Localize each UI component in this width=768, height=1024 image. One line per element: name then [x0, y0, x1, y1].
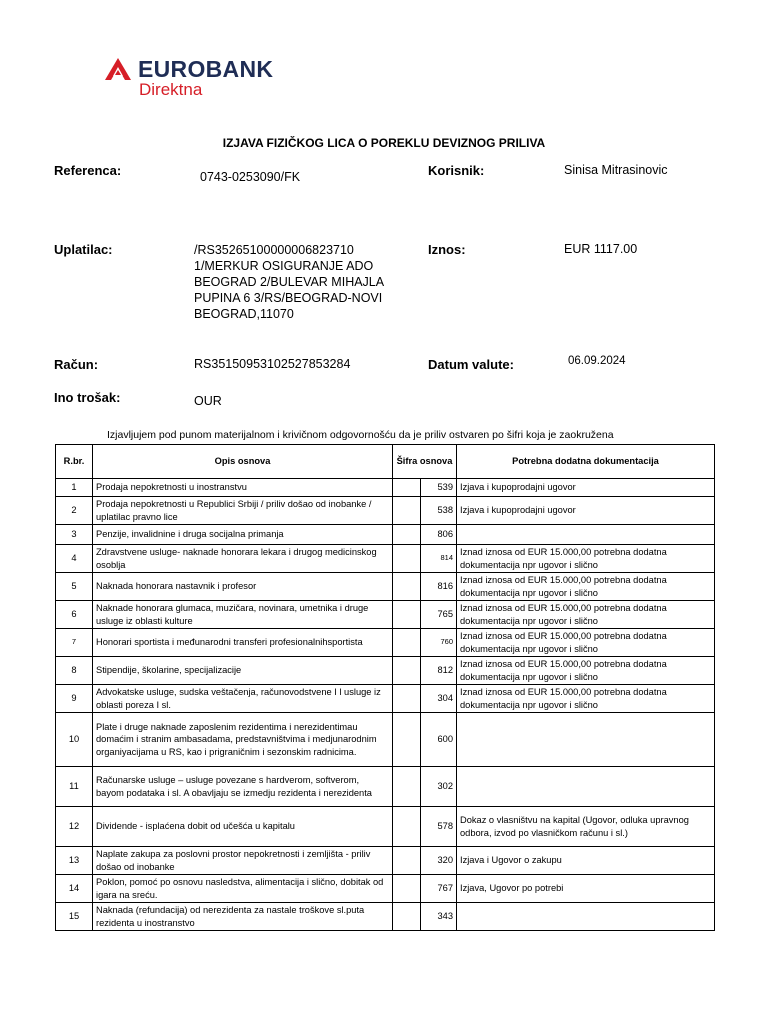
codes-table — [55, 444, 715, 931]
row-mark-cell — [393, 847, 421, 875]
row-description: Naknada honorara nastavnik i profesor — [93, 573, 393, 601]
row-code: 812 — [421, 657, 457, 685]
row-mark-cell — [393, 545, 421, 573]
row-documentation — [457, 767, 715, 807]
table-row — [56, 479, 715, 497]
uplatilac-line: BEOGRAD,11070 — [194, 307, 294, 321]
table-row — [56, 545, 715, 573]
row-documentation: Izjava i kupoprodajni ugovor — [457, 479, 715, 497]
row-code: 343 — [421, 903, 457, 931]
row-description: Honorari sportista i međunarodni transferi profesionalnihsportista — [93, 629, 393, 657]
row-description: Dividende - isplaćena dobit od učešća u kapitalu — [93, 807, 393, 847]
header-opis: Opis osnova — [93, 445, 393, 479]
table-row — [56, 629, 715, 657]
header-dokumentacija: Potrebna dodatna dokumentacija — [457, 445, 715, 479]
uplatilac-line: 1/MERKUR OSIGURANJE ADO — [194, 259, 374, 273]
row-number: 12 — [56, 807, 93, 847]
row-description: Penzije, invalidnine i druga socijalna primanja — [93, 525, 393, 545]
uplatilac-value — [194, 242, 404, 322]
row-documentation: Izjava i kupoprodajni ugovor — [457, 497, 715, 525]
row-documentation — [457, 903, 715, 931]
row-description: Naknada (refundacija) od nerezidenta za nastale troškove sl.puta rezidenta u inostranstvo — [93, 903, 393, 931]
row-description: Računarske usluge – usluge povezane s hardverom, softverom, bayom podataka i sl. A obavljaju se izmedju rezidenta i nerezidenta — [93, 767, 393, 807]
row-mark-cell — [393, 713, 421, 767]
table-row — [56, 875, 715, 903]
declaration-text: Izjavljujem pod punom materijalnom i krivičnom odgovornošću da je priliv ostvaren po šifri koja je zaokružena — [107, 429, 614, 441]
row-number: 13 — [56, 847, 93, 875]
row-code: 538 — [421, 497, 457, 525]
row-code: 578 — [421, 807, 457, 847]
row-mark-cell — [393, 629, 421, 657]
row-number: 7 — [56, 629, 93, 657]
row-number: 8 — [56, 657, 93, 685]
row-code: 765 — [421, 601, 457, 629]
row-description: Stipendije, školarine, specijalizacije — [93, 657, 393, 685]
ino-trosak-value: OUR — [194, 394, 222, 408]
table-header-row — [56, 445, 715, 479]
row-documentation: Iznad iznosa od EUR 15.000,00 potrebna dodatna dokumentacija npr ugovor i slično — [457, 657, 715, 685]
row-description: Zdravstvene usluge- naknade honorara lekara i drugog medicinskog osoblja — [93, 545, 393, 573]
row-number: 9 — [56, 685, 93, 713]
row-description: Plate i druge naknade zaposlenim rezidentima i nerezidentimau domaćim i stranim ambasadama, predstavništvima i medjunarodnim organiyacijama u RS, kao i prigraničnim i sezonskim radnicima. — [93, 713, 393, 767]
iznos-label: Iznos: — [428, 242, 466, 257]
row-number: 4 — [56, 545, 93, 573]
row-mark-cell — [393, 767, 421, 807]
row-description: Advokatske usluge, sudska veštačenja, računovodstvene I l usluge iz oblasti poreza I sl. — [93, 685, 393, 713]
header-rbr: R.br. — [56, 445, 93, 479]
row-mark-cell — [393, 685, 421, 713]
row-documentation: Izjava i Ugovor o zakupu — [457, 847, 715, 875]
row-description: Prodaja nepokretnosti u inostranstvu — [93, 479, 393, 497]
row-number: 6 — [56, 601, 93, 629]
row-documentation: Izjava, Ugovor po potrebi — [457, 875, 715, 903]
row-code: 302 — [421, 767, 457, 807]
datum-valute-value: 06.09.2024 — [568, 355, 626, 367]
row-mark-cell — [393, 573, 421, 601]
row-documentation: Dokaz o vlasništvu na kapital (Ugovor, odluka upravnog odbora, izvod po vlasničkom računu i sl.) — [457, 807, 715, 847]
iznos-value: EUR 1117.00 — [564, 242, 638, 256]
uplatilac-line: PUPINA 6 3/RS/BEOGRAD-NOVI — [194, 291, 383, 305]
row-documentation — [457, 713, 715, 767]
table-row — [56, 685, 715, 713]
korisnik-value: Sinisa Mitrasinovic — [564, 163, 668, 177]
row-number: 14 — [56, 875, 93, 903]
row-documentation: Iznad iznosa od EUR 15.000,00 potrebna dodatna dokumentacija npr ugovor i slično — [457, 629, 715, 657]
row-mark-cell — [393, 525, 421, 545]
table-row — [56, 903, 715, 931]
row-number: 11 — [56, 767, 93, 807]
datum-valute-label: Datum valute: — [428, 357, 514, 372]
row-documentation — [457, 525, 715, 545]
row-documentation: Iznad iznosa od EUR 15.000,00 potrebna dodatna dokumentacija npr ugovor i slično — [457, 573, 715, 601]
table-row — [56, 573, 715, 601]
uplatilac-line: /RS35265100000006823710 — [194, 243, 354, 257]
table-row — [56, 847, 715, 875]
uplatilac-line: BEOGRAD 2/BULEVAR MIHAJLA — [194, 275, 385, 289]
document-title: IZJAVA FIZIČKOG LICA O POREKLU DEVIZNOG PRILIVA — [222, 136, 546, 150]
logo-brand-text: EUROBANK — [138, 56, 274, 82]
referenca-value: 0743-0253090/FK — [200, 170, 301, 184]
row-documentation: Iznad iznosa od EUR 15.000,00 potrebna dodatna dokumentacija npr ugovor i slično — [457, 685, 715, 713]
eurobank-logo-icon — [104, 57, 132, 81]
table-row — [56, 525, 715, 545]
row-mark-cell — [393, 875, 421, 903]
referenca-label: Referenca: — [54, 163, 122, 178]
row-description: Naplate zakupa za poslovni prostor nepokretnosti i zemljišta - priliv došao od inobanke — [93, 847, 393, 875]
row-mark-cell — [393, 657, 421, 685]
row-code: 814 — [421, 545, 457, 573]
row-number: 1 — [56, 479, 93, 497]
row-mark-cell — [393, 903, 421, 931]
header-sifra: Šifra osnova — [393, 445, 457, 479]
row-description: Naknade honorara glumaca, muzičara, novinara, umetnika i druge usluge iz oblasti kulture — [93, 601, 393, 629]
row-number: 3 — [56, 525, 93, 545]
table-row — [56, 767, 715, 807]
table-row — [56, 807, 715, 847]
row-documentation: Iznad iznosa od EUR 15.000,00 potrebna dodatna dokumentacija npr ugovor i slično — [457, 545, 715, 573]
uplatilac-label: Uplatilac: — [54, 242, 113, 257]
row-code: 767 — [421, 875, 457, 903]
row-mark-cell — [393, 807, 421, 847]
row-code: 760 — [421, 629, 457, 657]
row-mark-cell — [393, 479, 421, 497]
table-row — [56, 657, 715, 685]
row-code: 320 — [421, 847, 457, 875]
row-mark-cell — [393, 601, 421, 629]
table-row — [56, 713, 715, 767]
row-code: 304 — [421, 685, 457, 713]
row-documentation: Iznad iznosa od EUR 15.000,00 potrebna dodatna dokumentacija npr ugovor i slično — [457, 601, 715, 629]
logo-sub-text: Direktna — [139, 80, 203, 99]
row-description: Poklon, pomoć po osnovu nasledstva, alimentacija i slično, dobitak od igara na sreću. — [93, 875, 393, 903]
row-number: 2 — [56, 497, 93, 525]
table-row — [56, 601, 715, 629]
table-row — [56, 497, 715, 525]
row-description: Prodaja nepokretnosti u Republici Srbiji / priliv došao od inobanke / uplatilac pravno lice — [93, 497, 393, 525]
row-number: 10 — [56, 713, 93, 767]
row-code: 539 — [421, 479, 457, 497]
racun-label: Račun: — [54, 357, 99, 372]
ino-trosak-label: Ino trošak: — [54, 390, 121, 405]
row-number: 5 — [56, 573, 93, 601]
row-code: 600 — [421, 713, 457, 767]
racun-value: RS35150953102527853284 — [194, 357, 351, 371]
row-mark-cell — [393, 497, 421, 525]
row-number: 15 — [56, 903, 93, 931]
korisnik-label: Korisnik: — [428, 163, 485, 178]
eurobank-logo — [104, 56, 304, 100]
row-code: 816 — [421, 573, 457, 601]
row-code: 806 — [421, 525, 457, 545]
